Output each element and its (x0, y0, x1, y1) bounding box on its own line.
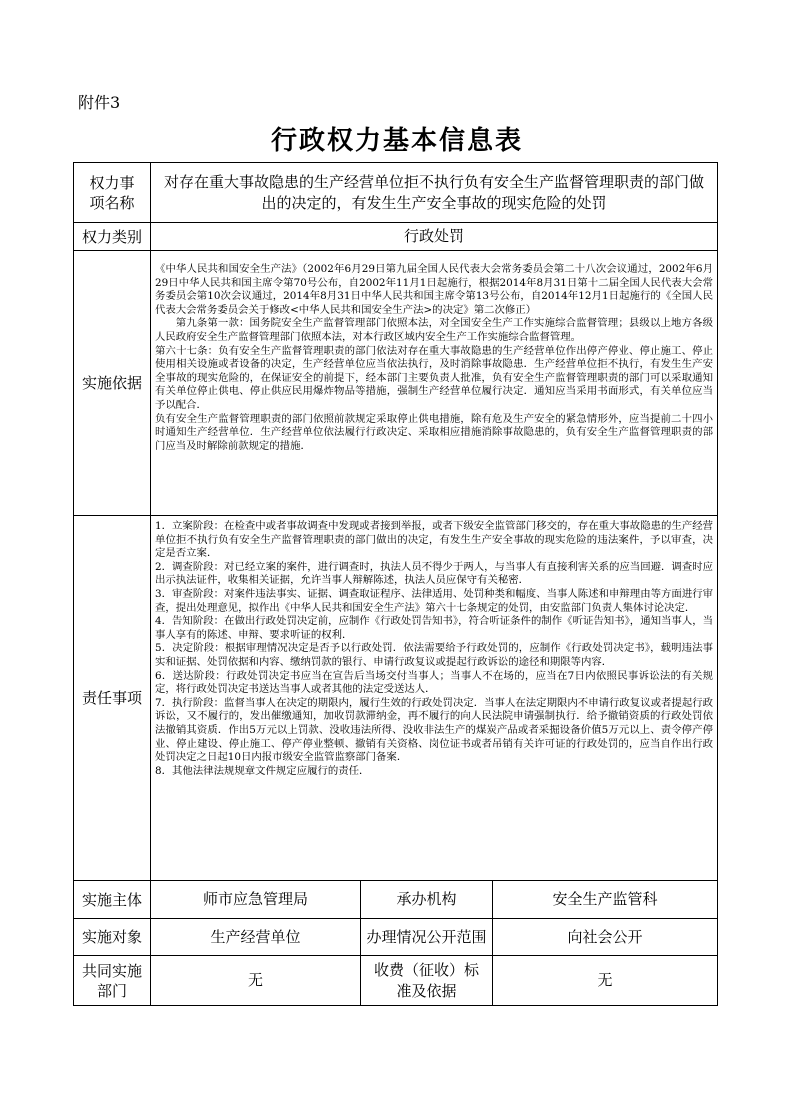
info-table (73, 162, 718, 1006)
row-responsibility (74, 516, 718, 881)
fee-value: 无 (493, 956, 718, 1006)
row-joint (74, 956, 718, 1006)
object-label: 实施对象 (74, 919, 151, 956)
agency-label: 承办机构 (361, 881, 493, 919)
responsibility-paragraph: 5．决定阶段：根据审理情况决定是否予以行政处罚．依法需要给予行政处罚的，应制作《行政处罚决定书》，载明违法事实和证据、处罚依据和内容、缴纳罚款的银行、申请行政复议或提起行政诉讼的途径和期限等内容． (155, 642, 714, 668)
responsibility-paragraph: 8．其他法律法规规章文件规定应履行的责任． (155, 764, 370, 777)
responsibility-paragraph: 6．送达阶段：行政处罚决定书应当在宣告后当场交付当事人；当事人不在场的，应当在7日内依照民事诉讼法的有关规定，将行政处罚决定书送达当事人或者其他的法定受送达人． (155, 669, 714, 696)
basis-paragraph: 负有安全生产监督管理职责的部门依照前款规定采取停止供电措施，除有危及生产安全的紧急情形外，应当提前二十四小时通知生产经营单位．生产经营单位依法履行行政决定、采取相应措施消除事故隐患的，负有安全生产监督管理职责的部门应当及时解除前款规定的措施． (155, 412, 714, 452)
fee-label: 收费（征收）标准及依据 (361, 956, 493, 1006)
joint-label: 共同实施部门 (74, 956, 151, 1006)
basis-paragraph: 第六十七条：负有安全生产监督管理职责的部门依法对存在重大事故隐患的生产经营单位作出停产停业、停止施工、停止使用相关设施或者设备的决定，生产经营单位应当依法执行，及时消除事故隐患．生产经营单位拒不执行，有发生生产安全事故的现实危险的，在保证安全的前提下，经本部门主要负责人批准，负有安全生产监督管理职责的部门可以采取通知有关单位停止供电、停止供应民用爆炸物品等措施，强制生产经营单位履行决定．通知应当采用书面形式，有关单位应当予以配合． (155, 344, 714, 411)
responsibility-text (151, 516, 718, 881)
page-title: 行政权力基本信息表 (270, 126, 523, 156)
joint-value: 无 (151, 956, 361, 1006)
row-subject (74, 881, 718, 919)
row-basis (74, 251, 718, 516)
disclosure-label: 办理情况公开范围 (361, 919, 493, 956)
basis-paragraph: 《中华人民共和国安全生产法》（2002年6月29日第九届全国人民代表大会常务委员会第二十八次会议通过，2002年6月29日中华人民共和国主席令第70号公布，自2002年11月1日起施行，根据2014年8月31日第十二届全国人民代表大会常务委员会第10次会议通过，2014年8月31日中华人民共和国主席令第13号公布，自2014年12月1日起施行的《全国人民代表大会常务委员会关于修改<中华人民共和国安全生产法>的决定》第二次修正） (155, 263, 714, 316)
basis-label: 实施依据 (74, 251, 151, 516)
name-value: 对存在重大事故隐患的生产经营单位拒不执行负有安全生产监督管理职责的部门做出的决定的，有发生生产安全事故的现实危险的处罚 (151, 163, 718, 223)
subject-label: 实施主体 (74, 881, 151, 919)
basis-paragraph: 第九条第一款：国务院安全生产监督管理部门依照本法，对全国安全生产工作实施综合监督管理；县级以上地方各级人民政府安全生产监督管理部门依照本法，对本行政区域内安全生产工作实施综合监督管理。 (155, 317, 714, 343)
subject-value: 师市应急管理局 (151, 881, 361, 919)
responsibility-paragraph: 4．告知阶段：在做出行政处罚决定前，应制作《行政处罚告知书》，符合听证条件的制作《听证告知书》，通知当事人，当事人享有的陈述、申辩、要求听证的权利． (155, 615, 714, 641)
responsibility-paragraph: 7．执行阶段：监督当事人在决定的期限内，履行生效的行政处罚决定．当事人在法定期限内不申请行政复议或者提起行政诉讼，又不履行的，发出催缴通知，加收罚款滞纳金，再不履行的向人民法院申请强制执行．给予撤销资质的行政处罚依法撤销其资质．作出5万元以上罚款、没收违法所得、没收非法生产的煤炭产品或者采掘设备价值5万元以上、责令停产停业、停止建设、停止施工、停产停业整顿、撤销有关资格、岗位证书或者吊销有关许可证的行政处罚的，应当自作出行政处罚决定之日起10日内报市级安全监管监察部门备案． (155, 696, 714, 764)
object-value: 生产经营单位 (151, 919, 361, 956)
responsibility-label: 责任事项 (74, 516, 151, 881)
category-value: 行政处罚 (151, 223, 718, 251)
row-category (74, 223, 718, 251)
responsibility-paragraph: 2．调查阶段：对已经立案的案件，进行调查时，执法人员不得少于两人，与当事人有直接利害关系的应当回避．调查时应出示执法证件，收集相关证据，允许当事人辩解陈述，执法人员应保守有关秘密． (155, 560, 714, 587)
category-label: 权力类别 (74, 223, 151, 251)
attachment-label: 附件3 (78, 93, 121, 112)
name-label: 权力事项名称 (74, 163, 151, 223)
responsibility-paragraph: 1．立案阶段：在检查中或者事故调查中发现或者接到举报，或者下级安全监管部门移交的，存在重大事故隐患的生产经营单位拒不执行负有安全生产监督管理职责的部门做出的决定，有发生生产安全事故的现实危险的违法案件，予以审查，决定是否立案． (155, 520, 714, 560)
row-name (74, 163, 718, 223)
agency-value: 安全生产监管科 (493, 881, 718, 919)
responsibility-paragraph: 3．审查阶段：对案件违法事实、证据、调查取证程序、法律适用、处罚种类和幅度、当事人陈述和申辩理由等方面进行审查，提出处理意见，拟作出《中华人民共和国安全生产法》第六十七条规定的处罚，由安监部门负责人集体讨论决定． (155, 587, 714, 614)
basis-text (151, 251, 718, 516)
disclosure-value: 向社会公开 (493, 919, 718, 956)
row-object (74, 919, 718, 956)
